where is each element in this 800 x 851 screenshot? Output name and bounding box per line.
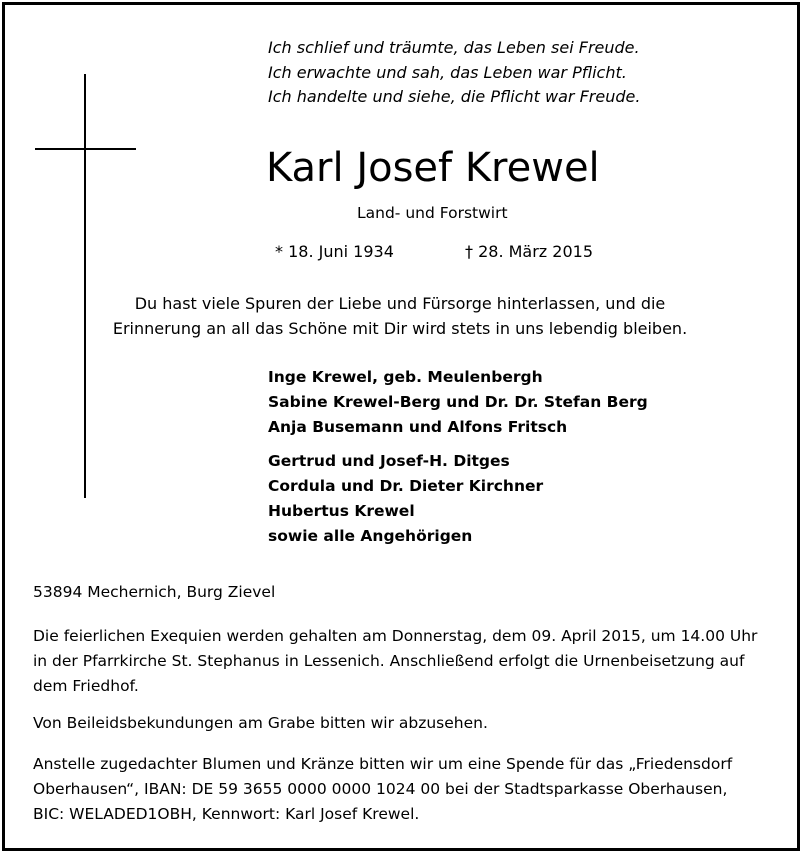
funeral-info-line: dem Friedhof. bbox=[33, 677, 139, 695]
deceased-occupation: Land- und Forstwirt bbox=[357, 204, 508, 222]
mourners-family bbox=[268, 365, 648, 440]
donation-info-line: Anstelle zugedachter Blumen und Kränze bitten wir um eine Spende für das „Friedensdorf bbox=[33, 755, 733, 773]
tribute-line: Du hast viele Spuren der Liebe und Fürsorge hinterlassen, und die bbox=[134, 294, 666, 313]
funeral-info-line: Die feierlichen Exequien werden gehalten am Donnerstag, dem 09. April 2015, um 14.00 Uhr bbox=[33, 627, 758, 645]
cross-vertical-bar bbox=[84, 74, 86, 498]
death-date: † 28. März 2015 bbox=[465, 242, 594, 261]
donation-info-line: BIC: WELADED1OBH, Kennwort: Karl Josef Krewel. bbox=[33, 805, 420, 823]
mourner-name: Inge Krewel, geb. Meulenbergh bbox=[268, 368, 543, 386]
poem-line: Ich erwachte und sah, das Leben war Pflicht. bbox=[268, 62, 627, 82]
funeral-info bbox=[33, 624, 757, 699]
birth-date: * 18. Juni 1934 bbox=[275, 242, 394, 261]
mourner-name: Sabine Krewel-Berg und Dr. Dr. Stefan Berg bbox=[268, 393, 648, 411]
poem-line: Ich handelte und siehe, die Pflicht war Freude. bbox=[268, 87, 641, 106]
donation-info-line: Oberhausen“, IBAN: DE 59 3655 0000 0000 1024 00 bei der Stadtsparkasse Oberhausen, bbox=[33, 780, 728, 798]
condolence-note: Von Beileidsbekundungen am Grabe bitten wir abzusehen. bbox=[33, 714, 488, 732]
mourner-name: Hubertus Krewel bbox=[268, 502, 415, 520]
deceased-name: Karl Josef Krewel bbox=[266, 145, 600, 191]
tribute-line: Erinnerung an all das Schöne mit Dir wird stets in uns lebendig bleiben. bbox=[112, 319, 688, 338]
donation-info bbox=[33, 752, 732, 827]
cross-horizontal-bar bbox=[35, 148, 136, 150]
poem-line: Ich schlief und träumte, das Leben sei Freude. bbox=[268, 38, 640, 57]
funeral-info-line: in der Pfarrkirche St. Stephanus in Lessenich. Anschließend erfolgt die Urnenbeisetzung auf bbox=[33, 652, 745, 670]
mourner-name: Gertrud und Josef-H. Ditges bbox=[268, 452, 510, 470]
mourner-name: Anja Busemann und Alfons Fritsch bbox=[268, 418, 568, 436]
poem bbox=[268, 36, 640, 110]
family-address: 53894 Mechernich, Burg Zievel bbox=[33, 583, 276, 601]
mourner-name: Cordula und Dr. Dieter Kirchner bbox=[268, 477, 544, 495]
tribute-text bbox=[0, 291, 800, 341]
mourners-relatives bbox=[268, 449, 543, 549]
mourner-name: sowie alle Angehörigen bbox=[268, 527, 473, 545]
